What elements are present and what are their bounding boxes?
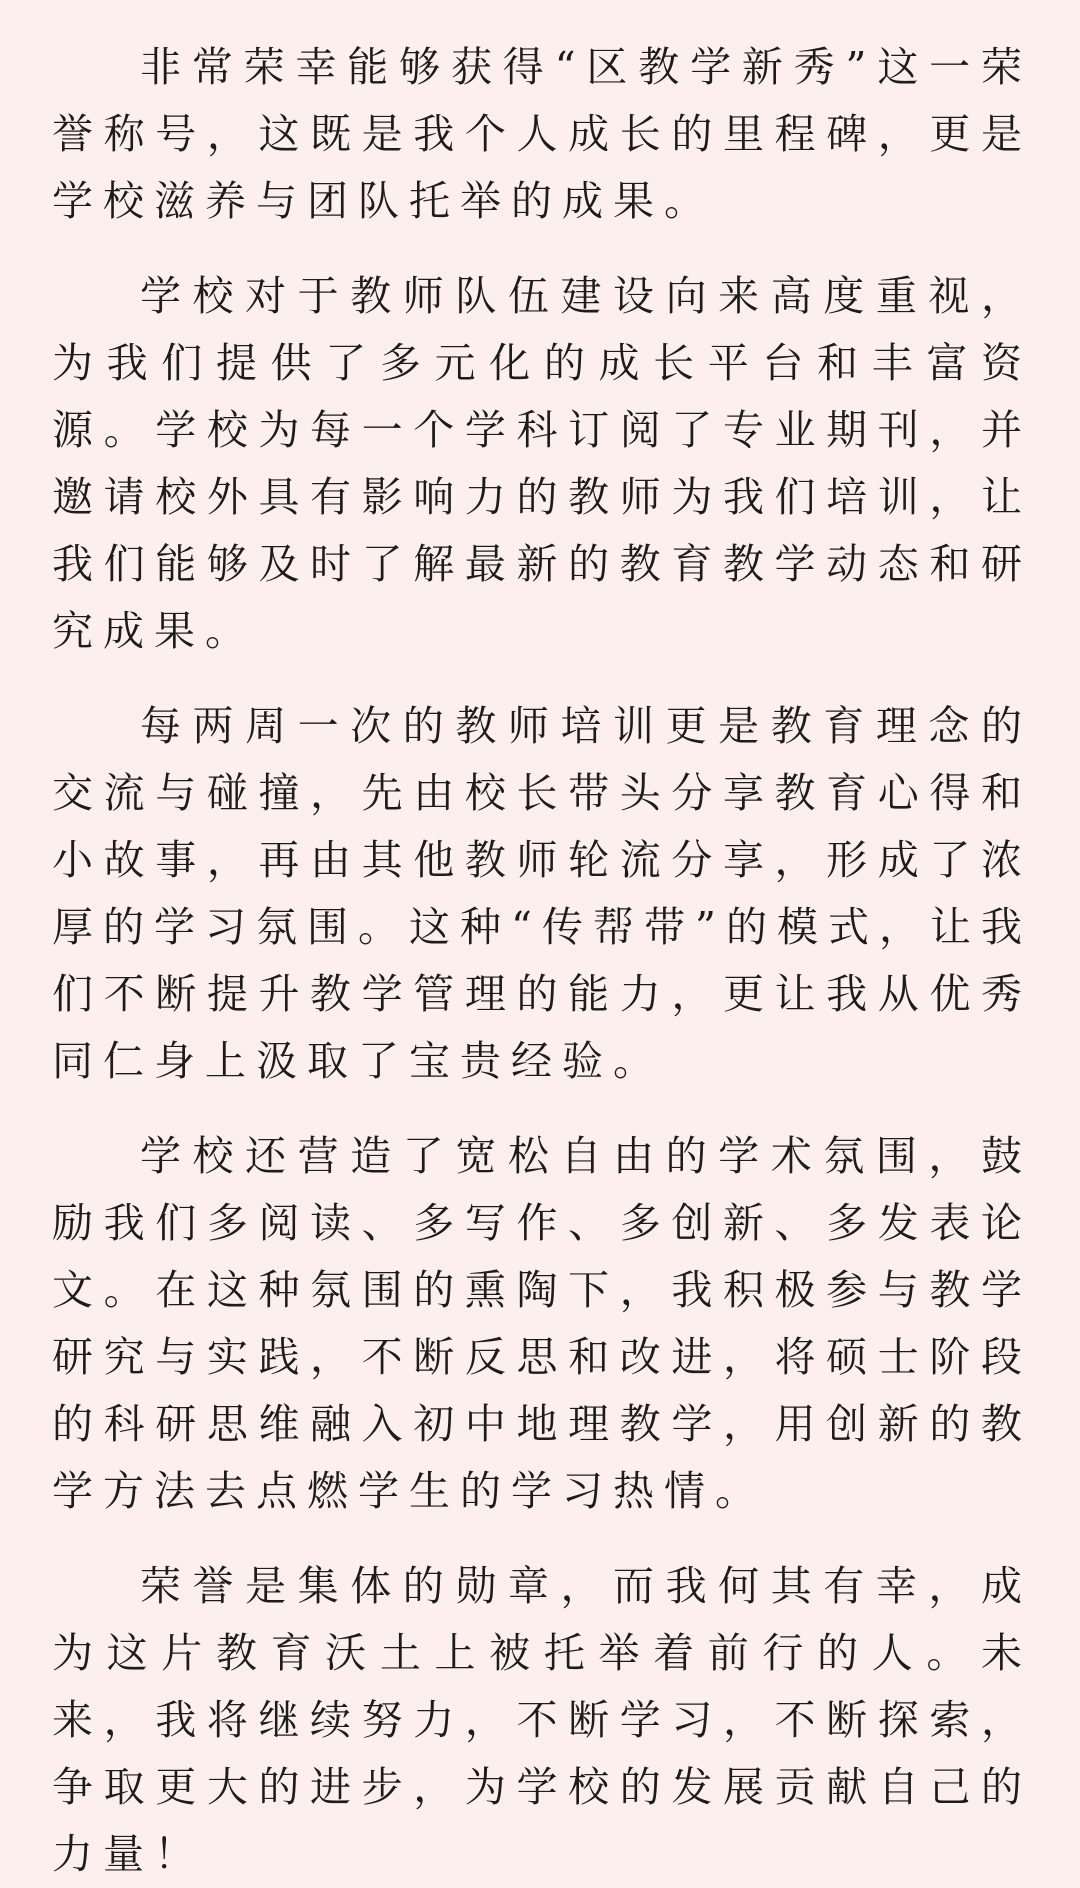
article-paragraph-2: 学校对于教师队伍建设向来高度重视，为我们提供了多元化的成长平台和丰富资源。学校为每一个学科订阅了专业期刊，并邀请校外具有影响力的教师为我们培训，让我们能够及时了解最新的教育教学动态和研究成果。 <box>52 272 1032 655</box>
article-paragraph-3: 每两周一次的教师培训更是教育理念的交流与碰撞，先由校长带头分享教育心得和小故事，再由其他教师轮流分享，形成了浓厚的学习氛围。这种“传帮带”的模式，让我们不断提升教学管理的能力，更让我从优秀同仁身上汲取了宝贵经验。 <box>52 702 1032 1085</box>
article-paragraph-4: 学校还营造了宽松自由的学术氛围，鼓励我们多阅读、多写作、多创新、多发表论文。在这种氛围的熏陶下，我积极参与教学研究与实践，不断反思和改进，将硕士阶段的科研思维融入初中地理教学，用创新的教学方法去点燃学生的学习热情。 <box>52 1132 1032 1515</box>
article-paragraph-5: 荣誉是集体的勋章，而我何其有幸，成为这片教育沃土上被托举着前行的人。未来，我将继续努力，不断学习，不断探索，争取更大的进步，为学校的发展贡献自己的力量！ <box>52 1562 1032 1878</box>
article-paragraph-1: 非常荣幸能够获得“区教学新秀”这一荣誉称号，这既是我个人成长的里程碑，更是学校滋养与团队托举的成果。 <box>52 43 1032 225</box>
